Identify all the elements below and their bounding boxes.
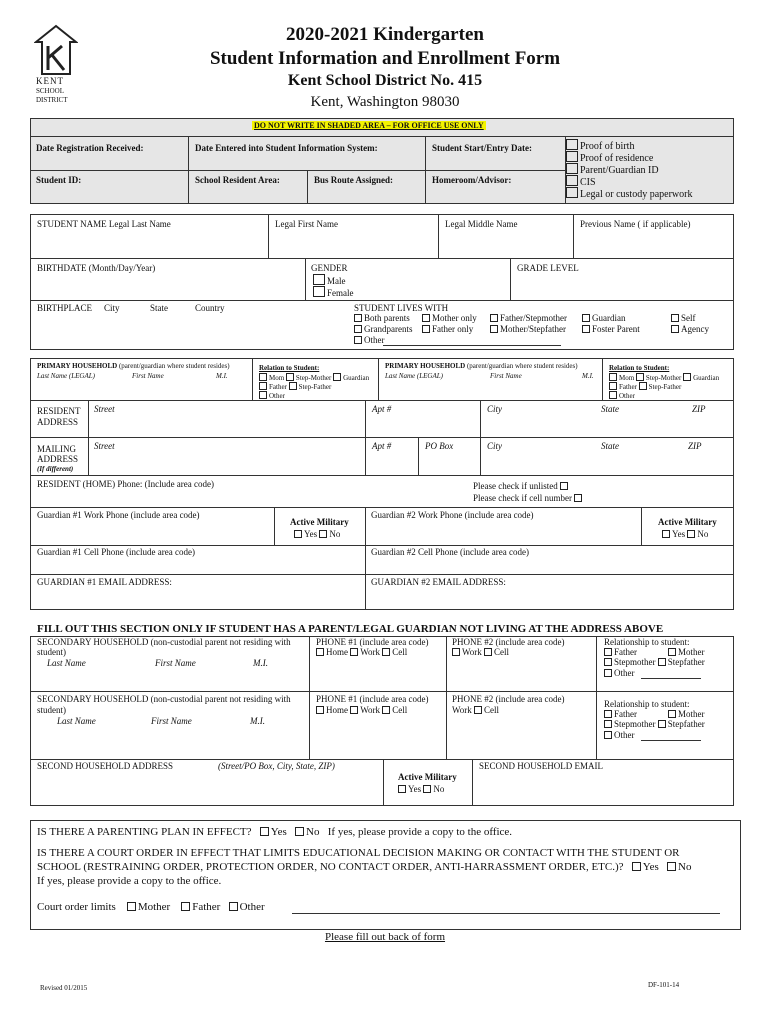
second-household-address-label: SECOND HOUSEHOLD ADDRESS: [37, 761, 174, 771]
secondary-mi-1: M.I.: [253, 658, 268, 668]
secondary-relationship-1: Relationship to student:: [604, 637, 690, 647]
primary-last-2: Last Name (LEGAL): [385, 372, 443, 380]
form-number: DF-101-14: [648, 981, 680, 989]
gender-label: GENDER: [311, 263, 348, 273]
if-different-label: (If different): [37, 465, 74, 473]
mailing-address-label: MAILING: [37, 444, 76, 454]
mailing-pobox-label: PO Box: [425, 441, 454, 451]
proof-checkbox[interactable]: [566, 151, 578, 162]
secondary-label-1: SECONDARY HOUSEHOLD (non-custodial parent not residing with: [37, 637, 291, 647]
secondary-phone2-label-2: PHONE #2 (include area code): [452, 694, 565, 704]
checkbox[interactable]: [313, 274, 325, 285]
home-phone-label: RESIDENT (HOME) Phone: (Include area code): [37, 479, 215, 489]
limits-mother-checkbox[interactable]: [127, 902, 136, 911]
lives-agency[interactable]: Agency: [671, 324, 709, 334]
proof-checkbox[interactable]: [566, 139, 578, 150]
s2-other-checkbox[interactable]: [604, 731, 612, 739]
s1-stepmother-checkbox[interactable]: [604, 658, 612, 666]
rel2-mom-checkbox[interactable]: [609, 373, 617, 381]
birth-state-label: State: [150, 303, 168, 313]
rel-stepmother-checkbox[interactable]: [286, 373, 294, 381]
proof-list: [566, 139, 692, 199]
revised-date: Revised 01/2015: [40, 984, 88, 992]
s1-stepfather-checkbox[interactable]: [658, 658, 666, 666]
resident-street-label: Street: [94, 404, 115, 414]
secondary-label-1b: student): [37, 647, 66, 657]
secondary-label-2b: student): [37, 705, 66, 715]
secondary-phone1-label-1: PHONE #1 (include area code): [316, 637, 429, 647]
court-order-question-1: IS THERE A COURT ORDER IN EFFECT THAT LIMITS EDUCATIONAL DECISION MAKING OR CONTACT WITH THE STUDENT OR: [37, 847, 680, 859]
secondary-military-no-checkbox[interactable]: [423, 785, 431, 793]
g2-work-phone-label: Guardian #2 Work Phone (include area code): [371, 510, 534, 520]
mailing-state-label: State: [601, 441, 619, 451]
secondary-heading: FILL OUT THIS SECTION ONLY IF STUDENT HAS A PARENT/LEGAL GUARDIAN NOT LIVING AT THE ADDRESS ABOVE: [37, 623, 664, 635]
s2-father-checkbox[interactable]: [604, 710, 612, 718]
s1-mother-checkbox[interactable]: [668, 648, 676, 656]
resident-zip-label: ZIP: [692, 404, 706, 414]
lives-other[interactable]: Other: [354, 335, 385, 345]
limits-other-checkbox[interactable]: [229, 902, 238, 911]
s2-stepmother-checkbox[interactable]: [604, 720, 612, 728]
cell-number-checkbox[interactable]: [574, 494, 582, 502]
resident-city-label: City: [487, 404, 502, 414]
last-name-label: STUDENT NAME Legal Last Name: [37, 219, 171, 229]
primary-sub: (parent/guardian where student resides): [118, 362, 230, 370]
mailing-city-label: City: [487, 441, 502, 451]
lives-father-only[interactable]: Father only: [422, 324, 473, 334]
limits-other-line: [292, 913, 720, 914]
g2-active-military-label: Active Military: [658, 517, 717, 527]
court-order-limits: Court order limits Mother Father Other: [37, 901, 265, 913]
primary-first: First Name: [132, 372, 164, 380]
previous-name-label: Previous Name ( if applicable): [580, 219, 691, 229]
limits-father-checkbox[interactable]: [181, 902, 190, 911]
lives-mother-only[interactable]: Mother only: [422, 313, 477, 323]
birthplace-label: BIRTHPLACE: [37, 303, 92, 313]
form-title: Student Information and Enrollment Form: [209, 48, 561, 69]
parenting-plan-no-checkbox[interactable]: [295, 827, 304, 836]
resident-address-label-2: ADDRESS: [37, 417, 79, 427]
secondary-first-2: First Name: [151, 716, 192, 726]
unlisted-checkbox[interactable]: [560, 482, 568, 490]
primary-last: Last Name (LEGAL): [37, 372, 95, 380]
cell-number-option[interactable]: Please check if cell number: [473, 493, 584, 503]
secondary-last-2: Last Name: [57, 716, 96, 726]
gender-female[interactable]: Female: [313, 286, 354, 298]
g1-work-phone-label: Guardian #1 Work Phone (include area code): [37, 510, 200, 520]
g1-cell-phone-label: Guardian #1 Cell Phone (include area code): [37, 547, 195, 557]
parenting-plan-yes-checkbox[interactable]: [260, 827, 269, 836]
mailing-zip-label: ZIP: [688, 441, 702, 451]
primary-sub-2: (parent/guardian where student resides): [466, 362, 578, 370]
logo-line3: DISTRICT: [36, 96, 68, 104]
g1-military-yes-checkbox[interactable]: [294, 530, 302, 538]
birth-country-label: Country: [195, 303, 225, 313]
lives-with-label: STUDENT LIVES WITH: [354, 303, 449, 313]
rel2-other-checkbox[interactable]: [609, 391, 617, 399]
relation-label-1: Relation to Student:: [259, 364, 320, 372]
s1-cell-checkbox[interactable]: [382, 648, 390, 656]
court-order-copy: If yes, please provide a copy to the office.: [37, 875, 222, 887]
parenting-plan-question: IS THERE A PARENTING PLAN IN EFFECT? Yes No If yes, please provide a copy to the office.: [37, 826, 513, 838]
lives-grandparents[interactable]: Grandparents: [354, 324, 412, 334]
s1-work-checkbox[interactable]: [350, 648, 358, 656]
rel-guardian-checkbox[interactable]: [333, 373, 341, 381]
homeroom-label: Homeroom/Advisor:: [432, 175, 512, 185]
proof-birth-label: Proof of birth: [580, 141, 635, 152]
secondary-last-1: Last Name: [47, 658, 86, 668]
mailing-street-label: Street: [94, 441, 115, 451]
relation-label-2: Relation to Student:: [609, 364, 670, 372]
district-name: Kent School District No. 415: [287, 72, 483, 89]
secondary-relationship-2: Relationship to student:: [604, 699, 690, 709]
s2-p2-work-label: Work: [452, 705, 472, 715]
secondary-military-yes-checkbox[interactable]: [398, 785, 406, 793]
rel-stepfather-checkbox[interactable]: [289, 382, 297, 390]
proof-checkbox[interactable]: [566, 187, 578, 198]
resident-state-label: State: [601, 404, 619, 414]
s2-cell-checkbox[interactable]: [382, 706, 390, 714]
second-household-email-label: SECOND HOUSEHOLD EMAIL: [479, 761, 603, 771]
s1-other-checkbox[interactable]: [604, 669, 612, 677]
back-of-form-note: Please fill out back of form: [324, 931, 446, 943]
lives-mother-stepfather[interactable]: Mother/Stepfather: [490, 324, 566, 334]
checkbox[interactable]: [313, 286, 325, 297]
s1-father-checkbox[interactable]: [604, 648, 612, 656]
birthdate-label: BIRTHDATE (Month/Day/Year): [37, 263, 156, 273]
start-date-label: Student Start/Entry Date:: [432, 143, 532, 153]
s1-p2-work-checkbox[interactable]: [452, 648, 460, 656]
s1-home-checkbox[interactable]: [316, 648, 324, 656]
middle-name-label: Legal Middle Name: [445, 219, 518, 229]
lives-other-line: [383, 345, 561, 346]
lives-guardian[interactable]: Guardian: [582, 313, 626, 323]
primary-label: PRIMARY HOUSEHOLD: [37, 362, 118, 370]
secondary-phone1-label-2: PHONE #1 (include area code): [316, 694, 429, 704]
gender-male[interactable]: Male: [313, 274, 346, 286]
form-year-title: 2020-2021 Kindergarten: [286, 24, 484, 45]
secondary-active-military-label: Active Military: [398, 772, 457, 782]
lives-self[interactable]: Self: [671, 313, 696, 323]
date-received-label: Date Registration Received:: [36, 143, 144, 153]
rel-mom-checkbox[interactable]: [259, 373, 267, 381]
lives-foster-parent[interactable]: Foster Parent: [582, 324, 640, 334]
court-order-yes-checkbox[interactable]: [632, 862, 641, 871]
first-name-label: Legal First Name: [275, 219, 338, 229]
s2-p2-cell-checkbox[interactable]: [474, 706, 482, 714]
proof-checkbox[interactable]: [566, 163, 578, 174]
district-city: Kent, Washington 98030: [310, 94, 460, 110]
secondary-phone2-label-1: PHONE #2 (include area code): [452, 637, 565, 647]
proof-custody-label: Legal or custody paperwork: [580, 189, 693, 200]
lives-both-parents[interactable]: Both parents: [354, 313, 410, 323]
rel2-stepfather-checkbox[interactable]: [639, 382, 647, 390]
secondary-mi-2: M.I.: [250, 716, 265, 726]
s1-other-line: [641, 678, 701, 679]
rel-father-checkbox[interactable]: [259, 382, 267, 390]
student-id-label: Student ID:: [36, 175, 82, 185]
proof-checkbox[interactable]: [566, 175, 578, 186]
mailing-apt-label: Apt #: [372, 441, 392, 451]
s2-other-line: [641, 740, 701, 741]
rel2-guardian-checkbox[interactable]: [683, 373, 691, 381]
s2-home-checkbox[interactable]: [316, 706, 324, 714]
rel2-father-checkbox[interactable]: [609, 382, 617, 390]
bus-route-label: Bus Route Assigned:: [314, 175, 394, 185]
mailing-address-label-2: ADDRESS: [37, 454, 79, 464]
s2-work-checkbox[interactable]: [350, 706, 358, 714]
date-entered-label: Date Entered into Student Information System:: [195, 143, 378, 153]
primary-mi: M.I.: [216, 372, 228, 380]
secondary-label-2: SECONDARY HOUSEHOLD (non-custodial parent not residing with: [37, 694, 291, 704]
rel-other-checkbox[interactable]: [259, 391, 267, 399]
secondary-first-1: First Name: [155, 658, 196, 668]
logo-line2: SCHOOL: [36, 87, 65, 95]
proof-id-label: Parent/Guardian ID: [580, 165, 659, 176]
logo-line1: KENT: [36, 76, 64, 86]
resident-apt-label: Apt #: [372, 404, 392, 414]
g2-cell-phone-label: Guardian #2 Cell Phone (include area code): [371, 547, 529, 557]
proof-residence-label: Proof of residence: [580, 153, 654, 164]
resident-address-label: RESIDENT: [37, 406, 81, 416]
g2-email-label: GUARDIAN #2 EMAIL ADDRESS:: [371, 577, 506, 587]
g1-email-label: GUARDIAN #1 EMAIL ADDRESS:: [37, 577, 172, 587]
court-order-question-2: SCHOOL (RESTRAINING ORDER, PROTECTION ORDER, NO CONTACT ORDER, ANTI-HARRASSMENT ORDER, ETC.)? Yes No: [37, 861, 692, 873]
birth-city-label: City: [104, 303, 120, 313]
primary-first-2: First Name: [490, 372, 522, 380]
office-use-banner: DO NOT WRITE IN SHADED AREA – FOR OFFICE USE ONLY: [254, 121, 484, 130]
g2-military-yes-checkbox[interactable]: [662, 530, 670, 538]
lives-father-stepmother[interactable]: Father/Stepmother: [490, 313, 567, 323]
g1-active-military-label: Active Military: [290, 517, 349, 527]
s2-stepfather-checkbox[interactable]: [658, 720, 666, 728]
court-order-no-checkbox[interactable]: [667, 862, 676, 871]
proof-cis-label: CIS: [580, 177, 596, 188]
s1-p2-cell-checkbox[interactable]: [484, 648, 492, 656]
unlisted-option[interactable]: Please check if unlisted: [473, 481, 570, 491]
s2-mother-checkbox[interactable]: [668, 710, 676, 718]
g1-military-no-checkbox[interactable]: [319, 530, 327, 538]
rel2-stepmother-checkbox[interactable]: [636, 373, 644, 381]
primary-label-2: PRIMARY HOUSEHOLD: [385, 362, 466, 370]
grade-label: GRADE LEVEL: [517, 263, 579, 273]
resident-area-label: School Resident Area:: [195, 175, 280, 185]
second-household-address-hint: (Street/PO Box, City, State, ZIP): [218, 761, 335, 771]
g2-military-no-checkbox[interactable]: [687, 530, 695, 538]
primary-mi-2: M.I.: [582, 372, 594, 380]
